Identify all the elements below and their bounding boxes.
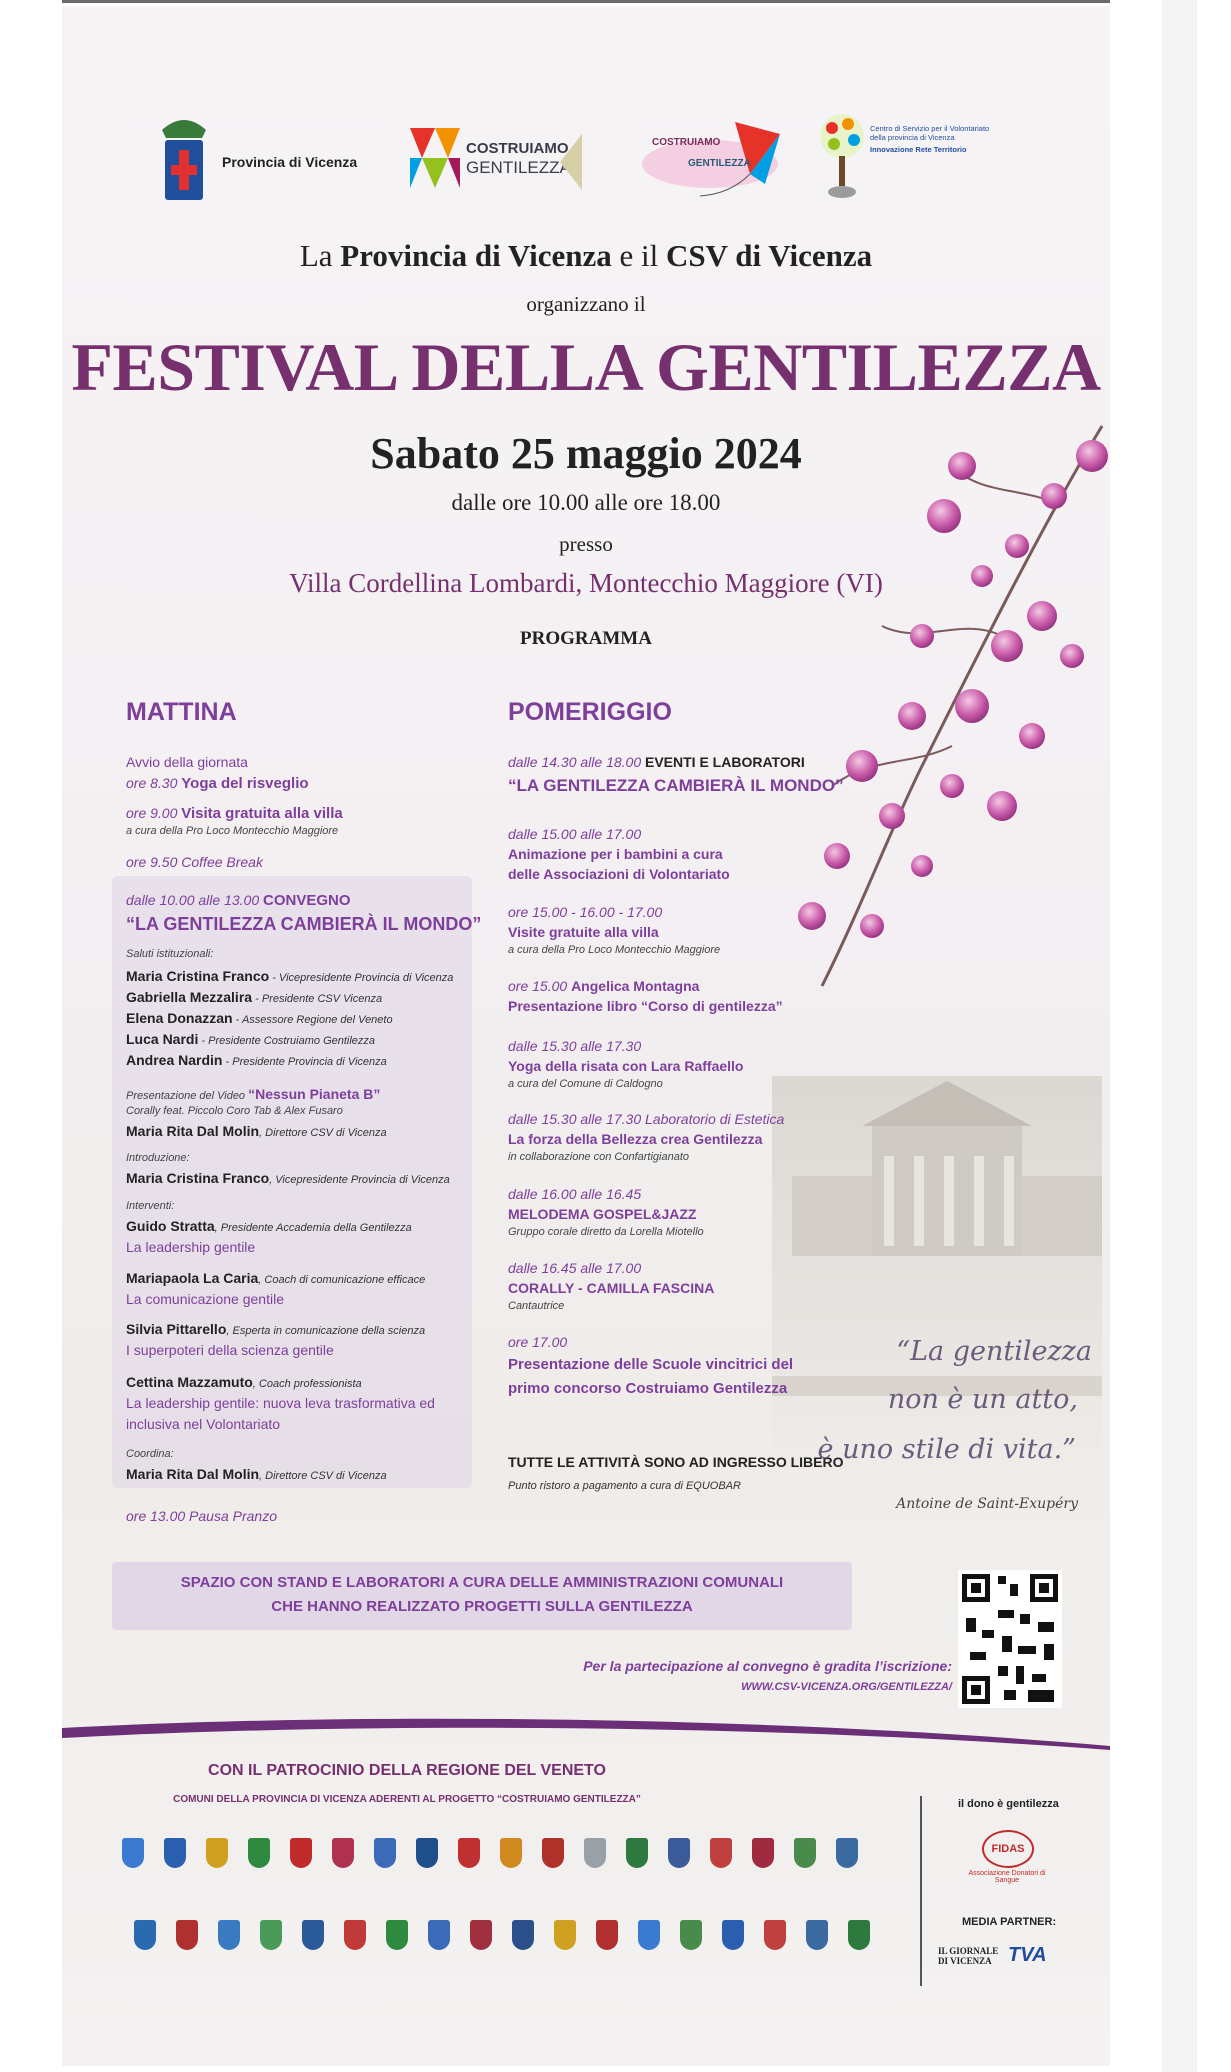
speaker-role: - Presidente Provincia di Vicenza <box>222 1056 387 1068</box>
speaker-role: - Presidente Costruiamo Gentilezza <box>198 1035 376 1047</box>
purple-swoosh <box>62 1706 1110 1756</box>
pom-item-title: La forza della Bellezza crea Gentilezza <box>508 1131 763 1147</box>
pom-item-title: “LA GENTILEZZA CAMBIERÀ IL MONDO” <box>508 776 844 795</box>
convegno-row <box>126 892 351 910</box>
interventi-label: Interventi: <box>126 1200 175 1212</box>
csv-logo-line3: Innovazione Rete Territorio <box>870 145 967 154</box>
comune-crest-icon <box>638 1920 660 1950</box>
coffee-break: ore 9.50 Coffee Break <box>126 854 263 870</box>
pom-item-row <box>508 1111 784 1129</box>
kite-logo-top: COSTRUIAMO <box>652 137 721 148</box>
pom-item-time: dalle 15.00 alle 17.00 <box>508 826 642 842</box>
comune-crest-icon <box>596 1920 618 1950</box>
speaker-name: Luca Nardi <box>126 1031 199 1047</box>
comune-crest-icon <box>302 1920 324 1950</box>
pom-item-note: in collaborazione con Confartigianato <box>508 1151 690 1163</box>
pom-item-title-2: primo concorso Costruiamo Gentilezza <box>508 1380 788 1397</box>
csv-tree-logo-icon <box>818 112 866 204</box>
coordina-role: , Direttore CSV di Vicenza <box>259 1470 387 1482</box>
visita-time: ore 9.00 <box>126 805 182 821</box>
comune-crest-icon <box>218 1920 240 1950</box>
intro-speaker-name: Maria Cristina Franco <box>126 1170 270 1186</box>
pom-item-time: ore 15.00 - 16.00 - 17.00 <box>508 904 663 920</box>
festival-poster <box>62 6 1110 2066</box>
quote-line1: “La gentilezza <box>896 1336 1092 1367</box>
intervento-topic: La leadership gentile <box>126 1239 256 1255</box>
punto-ristoro: Punto ristoro a pagamento a cura di EQUOBAR <box>508 1480 741 1492</box>
comune-crest-icon <box>386 1920 408 1950</box>
video-speaker-role: , Direttore CSV di Vicenza <box>259 1127 387 1139</box>
coordina-row <box>126 1466 387 1484</box>
video-speaker-row <box>126 1123 387 1141</box>
comune-crest-icon <box>584 1838 606 1868</box>
speaker-name: Gabriella Mezzalira <box>126 989 253 1005</box>
qr-code-icon[interactable] <box>958 1570 1062 1708</box>
visita-row <box>126 805 343 823</box>
speaker-name: Andrea Nardin <box>126 1052 223 1068</box>
header-intro <box>62 238 1110 274</box>
pom-item-title: Yoga della risata con Lara Raffaello <box>508 1058 744 1074</box>
programma-heading: PROGRAMMA <box>520 628 652 649</box>
comune-crest-icon <box>470 1920 492 1950</box>
registration-url[interactable]: WWW.CSV-VICENZA.ORG/GENTILEZZA/ <box>741 1681 952 1693</box>
comuni-text: COMUNI DELLA PROVINCIA DI VICENZA ADERENTI AL PROGETTO “COSTRUIAMO GENTILEZZA” <box>173 1794 641 1805</box>
mattina-heading: MATTINA <box>126 698 237 726</box>
intervento-row <box>126 1270 425 1288</box>
speaker-row <box>126 1031 375 1049</box>
presso-text: presso <box>559 532 613 556</box>
event-venue: Villa Cordellina Lombardi, Montecchio Maggiore (VI) <box>289 568 883 598</box>
pom-item-time: dalle 14.30 alle 18.00 <box>508 754 645 770</box>
comune-crest-icon <box>554 1920 576 1950</box>
provincia-vicenza-crest-icon <box>157 110 211 208</box>
speaker-role: - Assessore Regione del Veneto <box>232 1014 393 1026</box>
comune-crest-icon <box>206 1838 228 1868</box>
intro-part-c: e il <box>611 238 667 273</box>
comune-crest-icon <box>164 1838 186 1868</box>
speaker-name: Maria Cristina Franco <box>126 968 270 984</box>
intervento-name: Guido Stratta <box>126 1218 215 1234</box>
video-credits: Corally feat. Piccolo Coro Tab & Alex Fusaro <box>126 1105 343 1117</box>
comune-crest-icon <box>626 1838 648 1868</box>
convegno-label: CONVEGNO <box>263 892 351 909</box>
footer-divider <box>920 1796 922 1986</box>
banner-line1: SPAZIO CON STAND E LABORATORI A CURA DELLE AMMINISTRAZIONI COMUNALI <box>180 1574 784 1591</box>
intervento-topic: La comunicazione gentile <box>126 1291 284 1307</box>
costruiamo-gentilezza-logo-icon <box>410 128 460 188</box>
quote-line2: non è un atto, <box>887 1384 1078 1415</box>
pom-item-title: Animazione per i bambini a cura <box>508 846 723 862</box>
festival-title: FESTIVAL DELLA GENTILEZZA <box>71 329 1101 405</box>
intervento-row <box>126 1374 362 1392</box>
stand-banner <box>112 1562 852 1630</box>
quote-author: Antoine de Saint-Exupéry <box>896 1496 1078 1512</box>
pom-item-time: dalle 16.00 alle 16.45 <box>508 1186 642 1202</box>
media-partner-label: MEDIA PARTNER: <box>962 1916 1057 1928</box>
comune-crest-icon <box>176 1920 198 1950</box>
comune-crest-icon <box>836 1838 858 1868</box>
video-row <box>126 1086 380 1104</box>
intro-provincia: Provincia di Vicenza <box>340 238 612 273</box>
speaker-role: - Vicepresidente Provincia di Vicenza <box>269 972 454 984</box>
comune-crest-icon <box>248 1838 270 1868</box>
comune-crest-icon <box>458 1838 480 1868</box>
banner-line2: CHE HANNO REALIZZATO PROGETTI SULLA GENTILEZZA <box>271 1598 693 1615</box>
costruiamo-logo-top: COSTRUIAMO <box>466 140 569 157</box>
intro-speaker-row <box>126 1170 450 1188</box>
pom-item-time: ore 15.00 <box>508 978 572 994</box>
intro-csv: CSV di Vicenza <box>666 238 873 273</box>
pom-item-time: dalle 15.30 alle 17.30 <box>508 1038 642 1054</box>
coordina-label: Coordina: <box>126 1448 174 1460</box>
tva-logo: TVA <box>1008 1944 1047 1966</box>
pom-item-title: Visite gratuite alla villa <box>508 924 659 940</box>
speaker-row <box>126 1010 393 1028</box>
event-hours: dalle ore 10.00 alle ore 18.00 <box>451 490 721 515</box>
organizzano-text: organizzano il <box>526 292 646 316</box>
intervento-name: Silvia Pittarello <box>126 1321 227 1337</box>
pom-item-time: dalle 16.45 alle 17.00 <box>508 1260 642 1276</box>
comune-crest-icon <box>344 1920 366 1950</box>
speaker-name: Elena Donazzan <box>126 1010 233 1026</box>
scrollbar-track[interactable] <box>1162 0 1197 2072</box>
giornale-logo-line1: IL GIORNALE <box>938 1946 999 1956</box>
intervento-row <box>126 1218 412 1236</box>
pom-item-title: MELODEMA GOSPEL&JAZZ <box>508 1206 697 1222</box>
pom-item-note: a cura della Pro Loco Montecchio Maggiore <box>508 944 721 956</box>
speaker-role: - Presidente CSV Vicenza <box>252 993 383 1005</box>
provincia-logo-text: Provincia di Vicenza <box>222 154 358 170</box>
comune-crest-icon <box>794 1838 816 1868</box>
intervento-role: , Coach di comunicazione efficace <box>258 1274 426 1286</box>
comune-crest-icon <box>722 1920 744 1950</box>
intro-speaker-role: , Vicepresidente Provincia di Vicenza <box>269 1174 450 1186</box>
intervento-topic: I superpoteri della scienza gentile <box>126 1342 334 1358</box>
pom-item-label: EVENTI E LABORATORI <box>645 754 805 770</box>
pom-item-row <box>508 978 699 996</box>
comuni-crests <box>62 1828 862 2008</box>
fidas-logo: FIDAS <box>982 1830 1034 1868</box>
video-speaker-name: Maria Rita Dal Molin <box>126 1123 260 1139</box>
speaker-row <box>126 968 453 986</box>
costruiamo-gentilezza-kite-logo-icon <box>640 114 790 200</box>
yoga-title: Yoga del risveglio <box>181 775 309 792</box>
comune-crest-icon <box>260 1920 282 1950</box>
intervento-topic: La leadership gentile: nuova leva trasformativa ed <box>126 1395 435 1411</box>
comune-crest-icon <box>374 1838 396 1868</box>
pom-item-label: Laboratorio di Estetica <box>645 1111 785 1127</box>
convegno-title: “LA GENTILEZZA CAMBIERÀ IL MONDO” <box>126 914 482 934</box>
comune-crest-icon <box>134 1920 156 1950</box>
comune-crest-icon <box>512 1920 534 1950</box>
saluti-label: Saluti istituzionali: <box>126 948 214 960</box>
visita-note: a cura della Pro Loco Montecchio Maggiore <box>126 825 339 837</box>
video-title: “Nessun Pianeta B” <box>248 1086 381 1102</box>
comune-crest-icon <box>710 1838 732 1868</box>
pom-item-note: Cantautrice <box>508 1300 565 1312</box>
dono-text: il dono è gentilezza <box>958 1798 1059 1810</box>
introduzione-label: Introduzione: <box>126 1152 190 1164</box>
comune-crest-icon <box>332 1838 354 1868</box>
pom-item-title: Presentazione libro “Corso di gentilezza” <box>508 998 783 1014</box>
comune-crest-icon <box>290 1838 312 1868</box>
comune-crest-icon <box>416 1838 438 1868</box>
giornale-logo-line2: DI VICENZA <box>938 1956 992 1966</box>
pom-item-label: Angelica Montagna <box>571 978 700 994</box>
intervento-topic-2: inclusiva nel Volontariato <box>126 1416 281 1432</box>
comune-crest-icon <box>542 1838 564 1868</box>
intervento-row <box>126 1321 425 1339</box>
comune-crest-icon <box>848 1920 870 1950</box>
comune-crest-icon <box>500 1838 522 1868</box>
pom-item-note: Gruppo corale diretto da Lorella Miotello <box>508 1226 704 1238</box>
pom-item-note: a cura del Comune di Caldogno <box>508 1078 663 1090</box>
ingresso-libero: TUTTE LE ATTIVITÀ SONO AD INGRESSO LIBERO <box>508 1454 844 1470</box>
comune-crest-icon <box>428 1920 450 1950</box>
patrocinio-text: CON IL PATROCINIO DELLA REGIONE DEL VENETO <box>208 1762 606 1779</box>
convegno-time: dalle 10.00 alle 13.00 <box>126 892 263 908</box>
comune-crest-icon <box>764 1920 786 1950</box>
speaker-row <box>126 989 382 1007</box>
intervento-role: , Coach professionista <box>252 1378 362 1390</box>
quote-line3: è uno stile di vita.” <box>817 1434 1076 1465</box>
yoga-time: ore 8.30 <box>126 775 182 791</box>
comune-crest-icon <box>668 1838 690 1868</box>
kite-logo-bottom: GENTILEZZA <box>688 158 751 169</box>
speaker-row <box>126 1052 387 1070</box>
comune-crest-icon <box>752 1838 774 1868</box>
costruiamo-logo-bottom: GENTILEZZA <box>466 158 571 177</box>
intervento-role: , Esperta in comunicazione della scienza <box>226 1325 426 1337</box>
csv-logo-line1: Centro di Servizio per il Volontariato <box>870 124 990 133</box>
registration-text: Per la partecipazione al convegno è gradita l’iscrizione: <box>583 1658 952 1674</box>
comune-crest-icon <box>806 1920 828 1950</box>
pom-item-title-2: delle Associazioni di Volontariato <box>508 866 730 882</box>
pom-item-row <box>508 754 805 772</box>
fidas-subtitle: Associazione Donatori di Sangue <box>968 1870 1046 1884</box>
intervento-name: Cettina Mazzamuto <box>126 1374 253 1390</box>
video-intro: Presentazione del Video <box>126 1090 249 1102</box>
pomeriggio-heading: POMERIGGIO <box>508 698 672 726</box>
pom-item-title: CORALLY - CAMILLA FASCINA <box>508 1280 715 1296</box>
intro-part-a: La <box>299 238 341 273</box>
yoga-row <box>126 775 309 793</box>
avvio-text: Avvio della giornata <box>126 754 248 770</box>
pom-item-time: ore 17.00 <box>508 1334 568 1350</box>
costruiamo-logo-arrow <box>560 134 582 190</box>
csv-logo-line2: della provincia di Vicenza <box>870 133 955 142</box>
top-border <box>62 0 1110 3</box>
event-date: Sabato 25 maggio 2024 <box>370 429 802 478</box>
comune-crest-icon <box>122 1838 144 1868</box>
pom-item-title: Presentazione delle Scuole vincitrici del <box>508 1356 794 1373</box>
coordina-name: Maria Rita Dal Molin <box>126 1466 260 1482</box>
visita-title: Visita gratuita alla villa <box>181 805 343 822</box>
csv-logo-text <box>870 124 1020 154</box>
intervento-name: Mariapaola La Caria <box>126 1270 259 1286</box>
giornale-logo <box>938 1946 998 1966</box>
intervento-role: , Presidente Accademia della Gentilezza <box>214 1222 412 1234</box>
pausa-pranzo: ore 13.00 Pausa Pranzo <box>126 1508 277 1524</box>
pom-item-time: dalle 15.30 alle 17.30 <box>508 1111 645 1127</box>
comune-crest-icon <box>680 1920 702 1950</box>
